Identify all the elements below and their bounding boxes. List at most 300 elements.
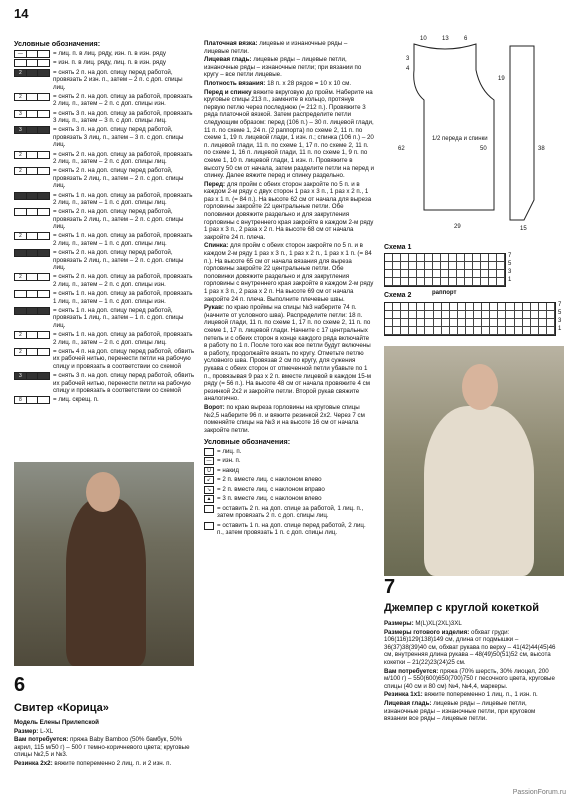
scheme-cell <box>434 319 442 327</box>
scheme-cell <box>523 319 531 327</box>
legend-item <box>14 151 196 166</box>
model6-needed-label: Вам потребуется: <box>14 736 69 744</box>
paragraph-body: 18 п. х 28 рядов = 10 х 10 см. <box>267 79 352 87</box>
scheme-cell <box>442 327 450 335</box>
legend2-item <box>204 457 374 465</box>
legend-item <box>14 208 196 231</box>
legend-item <box>14 126 196 149</box>
scheme-cell <box>442 319 450 327</box>
model7-info <box>384 620 560 724</box>
paragraph-body: для пройм с обеих сторон закройте по 5 п. и в каждом 2-м ряду с двух сторон 1 раз х 3 п., 1 раз х 2 п., 1 раз х 1 п. (= 84 п.). На высоте 62 см от начала для выреза горловины закройте 22 центральные петли. Обе половинки довяжите раздельно и для закругления горловины с внутреннего края закройте в каждом 2-м ряду 1 раз х 3 п., 2 раза х 2 п. На высоте 68 см от начала закройте 24 п. плеча. <box>204 180 374 241</box>
dim-62: 62 <box>398 146 405 152</box>
legend-item <box>14 232 196 247</box>
scheme-cell <box>457 270 465 278</box>
scheme-cell <box>401 278 409 286</box>
legend-symbol-icon <box>14 208 50 216</box>
scheme-cell <box>450 319 458 327</box>
legend-symbol-icon <box>14 307 50 315</box>
model7-needed: пряжа (70% шерсть, 30% лиоцел, 200 м/100 г) – 550(600)650(700)750 г песочного цвета, круговые спицы (40 см и 80 см) №4, №4,4, маркеры. <box>384 667 555 690</box>
scheme-cell <box>457 278 465 286</box>
scheme-cell <box>425 303 433 311</box>
scheme-cell <box>458 311 466 319</box>
scheme-cell <box>474 327 482 335</box>
paragraph-heading: Платочная вязка: <box>204 40 258 47</box>
scheme2-grid <box>384 302 556 336</box>
scheme-cell <box>498 327 506 335</box>
scheme-cell <box>497 278 505 286</box>
row-number: 5 <box>558 310 562 316</box>
paragraph-heading: Ворот: <box>204 403 225 411</box>
scheme-cell <box>409 319 417 327</box>
scheme-cell <box>401 270 409 278</box>
scheme-cell <box>393 311 401 319</box>
scheme-cell <box>474 303 482 311</box>
legend-text: = снять 2 п. на доп. спицу перед работой, провязать 2 лиц. п., затем – 2 п. с доп. спицы лиц. <box>53 249 184 272</box>
dim-19: 19 <box>498 76 505 82</box>
legend2-title: Условные обозначения: <box>204 437 291 447</box>
scheme-cell <box>409 254 417 262</box>
scheme-cell <box>385 311 393 319</box>
scheme2-row-numbers <box>558 301 561 333</box>
scheme-cell <box>425 319 433 327</box>
legend-title: Условные обозначения: <box>14 39 101 48</box>
dim-29: 29 <box>454 224 461 230</box>
scheme-cell <box>449 254 457 262</box>
scheme-cell <box>547 327 555 335</box>
scheme-cell <box>417 303 425 311</box>
instruction-paragraph <box>204 181 374 242</box>
model6-rib: вяжите попеременно 2 лиц. п. и 2 изн. п. <box>54 759 172 767</box>
paragraph-heading: Спинка: <box>204 242 229 250</box>
scheme-cell <box>417 254 425 262</box>
rapport-label: раппорт <box>432 290 457 296</box>
legend-symbol-icon: 2 <box>14 273 50 281</box>
scheme-cell <box>433 262 441 270</box>
legend-text: = снять 4 п. на доп. спицу перед работой, обвить их рабочей нитью, перенести петли на рабочую спицу и провязать в соответствии со схемой <box>53 347 195 370</box>
scheme-cell <box>433 278 441 286</box>
scheme-cell <box>409 278 417 286</box>
scheme-cell <box>482 303 490 311</box>
model6-size-label: Размер: <box>14 727 39 735</box>
legend-text: = лиц. скрещ. п. <box>53 396 99 404</box>
dim-6: 6 <box>464 36 468 42</box>
legend-list <box>14 50 196 405</box>
legend2-text: = 2 п. вместе лиц. с наклоном вправо <box>217 485 325 493</box>
legend-text: = изн. п. в лиц. ряду, лиц. п. в изн. ряду <box>53 59 166 67</box>
legend-text: = снять 1 п. на доп. спицу за работой, провязать 2 лиц. п., затем – 2 п. с доп. спицы лиц. <box>53 331 193 346</box>
legend-symbol-icon: 3 <box>14 126 50 134</box>
scheme-cell <box>409 270 417 278</box>
scheme-cell <box>393 303 401 311</box>
instruction-paragraph <box>204 40 374 55</box>
legend-text: = снять 2 п. на доп. спицу за работой, провязать 2 лиц. п., затем – 2 п. с доп. спицы лиц. <box>53 150 193 166</box>
legend-item <box>14 50 196 58</box>
paragraph-heading: Лицевая гладь: <box>204 56 252 64</box>
model6-info <box>14 719 196 769</box>
model7-sizes: M(L)XL(2XL)3XL <box>415 620 462 627</box>
model7-stockinette: лицевые ряды – лицевые петли, изнаночные ряды – изнаночные петли, при круговом вязании все ряды – лицевые петли. <box>384 699 536 723</box>
legend-item <box>14 167 196 190</box>
scheme-cell <box>481 262 489 270</box>
scheme-cell <box>425 327 433 335</box>
legend2-text: = 3 п. вместе лиц. с наклоном влево <box>217 495 322 503</box>
scheme-cell <box>490 311 498 319</box>
scheme-cell <box>425 270 433 278</box>
scheme-cell <box>393 327 401 335</box>
instruction-paragraph <box>204 89 374 180</box>
model7-sizes-label: Размеры: <box>384 620 414 627</box>
row-number: 3 <box>558 318 562 324</box>
scheme-cell <box>515 311 523 319</box>
legend-symbol-icon <box>14 249 50 257</box>
legend2-item <box>204 448 374 456</box>
scheme-cell <box>482 327 490 335</box>
scheme-cell <box>473 254 481 262</box>
row-number: 1 <box>558 326 562 332</box>
scheme-cell <box>490 303 498 311</box>
scheme-cell <box>393 254 401 262</box>
scheme1-block <box>384 244 560 252</box>
scheme-cell <box>409 262 417 270</box>
model6-needed: пряжа Baby Bamboo (50% бамбук, 50% акрил, 115 м/50 г) – 500 г темно-коричневого цвета; круговые спицы №2,5 и №3. <box>14 736 190 759</box>
scheme-cell <box>441 278 449 286</box>
scheme-cell <box>473 262 481 270</box>
legend-symbol-icon: 3 <box>14 372 50 380</box>
legend-symbol-icon: 2 <box>14 232 50 240</box>
scheme-cell <box>385 254 393 262</box>
scheme-cell <box>489 254 497 262</box>
scheme-cell <box>458 319 466 327</box>
scheme-cell <box>506 319 514 327</box>
scheme-cell <box>401 327 409 335</box>
scheme-cell <box>497 262 505 270</box>
row-number: 3 <box>508 269 512 275</box>
scheme2-block <box>384 292 411 300</box>
row-number: 5 <box>508 261 512 267</box>
scheme-cell <box>465 270 473 278</box>
scheme-cell <box>409 311 417 319</box>
scheme-cell <box>498 311 506 319</box>
scheme-cell <box>506 327 514 335</box>
page-number: 14 <box>14 6 29 21</box>
scheme-cell <box>547 303 555 311</box>
legend-item <box>14 192 196 207</box>
model6-title: Свитер «Корица» <box>14 702 109 714</box>
scheme-cell <box>393 262 401 270</box>
scheme-cell <box>466 311 474 319</box>
model7-rib: вяжите попеременно 1 лиц. п., 1 изн. п. <box>424 691 538 699</box>
scheme-cell <box>393 270 401 278</box>
scheme-cell <box>442 311 450 319</box>
model6-author: Модель Елены Прилепской <box>14 719 99 726</box>
scheme-cell <box>539 327 547 335</box>
scheme-cell <box>409 303 417 311</box>
legend-item <box>14 273 196 288</box>
watermark: PassionForum.ru <box>512 789 566 796</box>
model7-title: Джемпер с круглой кокеткой <box>384 602 539 614</box>
scheme-cell <box>531 319 539 327</box>
scheme-cell <box>401 262 409 270</box>
body-label: 1/2 переда и спинки <box>432 136 488 142</box>
scheme-cell <box>515 303 523 311</box>
legend-text: = снять 2 п. на доп. спицу перед работой, провязать 2 изн. п., затем – 2 п. с доп. спицы лиц. <box>53 68 183 91</box>
scheme-cell <box>473 278 481 286</box>
scheme-cell <box>417 262 425 270</box>
scheme1-title: Схема 1 <box>384 244 412 251</box>
scheme-cell <box>531 303 539 311</box>
scheme-cell <box>450 327 458 335</box>
legend2-text: = лиц. п. <box>217 447 242 455</box>
scheme-cell <box>489 262 497 270</box>
scheme-cell <box>498 303 506 311</box>
legend-left <box>14 40 196 406</box>
legend2-item <box>204 467 374 475</box>
model7-needed-label: Вам потребуется: <box>384 667 439 675</box>
scheme-cell <box>497 270 505 278</box>
legend-text: = снять 3 п. на доп. спицу за работой, провязать 3 лиц. п., затем – 3 п. с доп. спицы лиц. <box>53 109 193 125</box>
scheme-cell <box>523 327 531 335</box>
legend-text: = снять 2 п. на доп. спицу за работой, провязать 2 лиц. п., затем – 2 п. с доп. спицы изн. <box>53 273 193 289</box>
scheme-cell <box>466 319 474 327</box>
legend-item <box>14 307 196 330</box>
dim-15: 15 <box>520 226 527 232</box>
scheme-cell <box>506 303 514 311</box>
legend-text: = лиц. п. в лиц. ряду, изн. п. в изн. ряду <box>53 49 166 57</box>
scheme-cell <box>450 311 458 319</box>
model7-stockinette-label: Лицевая гладь: <box>384 699 432 707</box>
legend-text: = снять 1 п. на доп. спицу перед работой, провязать 1 лиц. п., затем – 1 п. с доп. спицы лиц. <box>53 306 184 329</box>
scheme-cell <box>401 303 409 311</box>
model7-ready: обхват груди: 106(116)129(138)149 см, длина от подмышки – 36(37)38(39)40 см, обхват рукава по верху – 41(42)44(45)46 см, внутренняя длина рукава – 48(49)50(51)52 см, высота кокетки – 21(22)23(24)25 см. <box>384 628 556 666</box>
legend2-text: = накид <box>217 466 239 474</box>
legend2-symbol-icon <box>204 522 214 530</box>
row-number: 7 <box>558 302 562 308</box>
scheme-cell <box>523 303 531 311</box>
scheme-cell <box>515 319 523 327</box>
scheme-cell <box>385 262 393 270</box>
scheme-cell <box>539 311 547 319</box>
scheme-cell <box>433 270 441 278</box>
dim-3: 3 <box>406 56 410 62</box>
legend-item <box>14 59 196 67</box>
scheme2-title: Схема 2 <box>384 292 412 299</box>
scheme1-grid <box>384 253 506 287</box>
scheme1-row-numbers <box>508 252 511 284</box>
scheme-cell <box>474 311 482 319</box>
scheme-cell <box>449 262 457 270</box>
scheme-cell <box>482 319 490 327</box>
paragraph-heading: Перед и спинку <box>204 88 252 96</box>
scheme-cell <box>401 311 409 319</box>
body-outline <box>414 44 494 210</box>
scheme-cell <box>417 311 425 319</box>
scheme-cell <box>489 278 497 286</box>
scheme-cell <box>417 327 425 335</box>
scheme-cell <box>385 327 393 335</box>
scheme-cell <box>393 278 401 286</box>
legend-symbol-icon: 2 <box>14 348 50 356</box>
scheme-cell <box>434 311 442 319</box>
scheme-cell <box>393 319 401 327</box>
scheme-cell <box>457 262 465 270</box>
instruction-paragraph <box>204 304 374 403</box>
scheme-cell <box>385 270 393 278</box>
paragraph-body: вяжите вкруговую до пройм. Наберите на круговые спицы 213 п., замкните в кольцо, протянув первую петлю через последнюю (= 212 п.). Провяжите 3 ряда платочной вязкой. Затем распределите петли следующим образом: перед (106 п.) – 30 п. лицевой глади, 11 п. по схеме 1, 24 п. (2 раппорта) по схеме 2, 11 п. по схеме 1, 19 п. лицевой глади, 1 изн. п.; спинка (106 п.) – 20 п. лицевой глади, 11 п. по схеме 1, 17 п. по схеме 2, 11 п. по схеме 1, 16 п. лицевой глади, 11 п. по схеме 1, 9 п. по схеме 1, 10 п. лицевой глади, 1 изн. п. Провяжите в высоту 50 см от начала, затем разделите петли на перед и спинку. Далее вяжите перед и спинку раздельно. <box>204 88 374 180</box>
scheme-cell <box>425 262 433 270</box>
legend-text: = снять 1 п. на доп. спицу за работой, провязать 1 лиц. п., затем – 1 п. с доп. спицы изн. <box>53 290 193 305</box>
legend2-item <box>204 486 374 494</box>
dim-13: 13 <box>442 36 449 42</box>
legend-symbol-icon: 2 <box>14 69 50 77</box>
legend-text: = снять 1 п. на доп. спицу за работой, провязать 2 лиц. п., затем – 1 п. с доп. спицы лиц. <box>53 191 193 207</box>
paragraph-body: лицевые и изнаночные ряды – лицевые петли. <box>204 40 348 55</box>
legend2-symbol-icon: U <box>204 467 214 475</box>
scheme-cell <box>481 254 489 262</box>
scheme-cell <box>425 254 433 262</box>
legend-item <box>14 348 196 371</box>
scheme-cell <box>385 303 393 311</box>
legend-text: = снять 2 п. на доп. спицу перед работой, провязать 2 лиц. п., затем – 2 п. с доп. спицы лиц. <box>53 167 184 190</box>
legend2-item <box>204 505 374 520</box>
scheme-cell <box>490 327 498 335</box>
scheme-cell <box>409 327 417 335</box>
legend-symbol-icon: 8 <box>14 396 50 404</box>
scheme-cell <box>450 303 458 311</box>
scheme-cell <box>473 270 481 278</box>
scheme-cell <box>465 254 473 262</box>
model7-ready-label: Размеры готового изделия: <box>384 628 470 636</box>
legend-item <box>14 331 196 346</box>
legend2-text: = оставить 2 п. на доп. спице за работой, 1 лиц. п., затем провязать 2 п. с доп. спицы лиц. <box>217 504 364 520</box>
legend2-item <box>204 522 374 537</box>
scheme-cell <box>434 327 442 335</box>
scheme-cell <box>531 311 539 319</box>
sleeve-outline <box>510 46 534 220</box>
instructions-column <box>204 40 374 538</box>
scheme-cell <box>458 303 466 311</box>
instruction-paragraph <box>204 242 374 303</box>
legend-symbol-icon <box>14 59 50 67</box>
model6-head <box>86 472 120 512</box>
model7-photo <box>384 346 564 576</box>
scheme-cell <box>466 327 474 335</box>
legend-symbol-icon <box>14 290 50 298</box>
scheme-cell <box>539 303 547 311</box>
scheme-cell <box>442 303 450 311</box>
scheme-cell <box>417 278 425 286</box>
dim-4: 4 <box>406 66 410 72</box>
scheme-cell <box>425 311 433 319</box>
scheme-cell <box>506 311 514 319</box>
model6-number: 6 <box>14 674 26 696</box>
scheme-cell <box>481 270 489 278</box>
legend-symbol-icon: — <box>14 50 50 58</box>
model7-head <box>462 364 498 410</box>
scheme-cell <box>385 278 393 286</box>
legend-item <box>14 110 196 125</box>
model6-size: L-XL <box>40 727 54 735</box>
legend-item <box>14 93 196 108</box>
scheme-cell <box>458 327 466 335</box>
paragraph-heading: Перед: <box>204 180 226 188</box>
scheme-cell <box>385 319 393 327</box>
paragraph-body: по краю выреза горловины на круговые спицы №2,5 наберите 96 п. и вяжите резинкой 2х2. Через 7 см поменяйте спицы на №3 и на высоте 16 см от начала закройте петли. <box>204 403 365 434</box>
legend-text: = снять 2 п. на доп. спицу перед работой, провязать 2 лиц. п., затем – 2 п. с доп. спицы лиц. <box>53 208 184 231</box>
scheme-cell <box>497 254 505 262</box>
model6-figure <box>66 498 146 666</box>
model6-rib-label: Резинка 2х2: <box>14 759 53 767</box>
legend-symbol-icon: 2 <box>14 93 50 101</box>
legend-symbol-icon: 2 <box>14 167 50 175</box>
scheme-cell <box>474 319 482 327</box>
legend2-item <box>204 495 374 503</box>
scheme-cell <box>441 254 449 262</box>
scheme-cell <box>481 278 489 286</box>
scheme-cell <box>401 254 409 262</box>
paragraph-body: по краю проймы на спицы №3 наберите 74 п. (начните от условного шва). Распределите петли: 18 п. лицевой глади, 11 п. по схеме 1, 17 п. по схеме 2, 11 п. по схеме 1, 17 п. лицевой глади. Начните с 17 центральных петель и с обеих сторон в конце каждого ряда включайте в работу по 1 п. После того как все петли будут включены в работу, продолжайте вязать по кругу. Отметьте петлю условного шва. Провязав 2 см по кругу, для сужения рукава с обеих сторон от отмеченной петли убавьте по 1 п., провязывая 9 раз х 2 п. вместе лицевой в каждом 15-м ряду (= 56 п.). На высоте 48 см от начала провяжите 4 см резинкой 2х2 и закройте петли. Второй рукав свяжите аналогично. <box>204 304 372 403</box>
legend-symbol-icon: 2 <box>14 151 50 159</box>
scheme-cell <box>425 278 433 286</box>
dim-38: 38 <box>538 146 545 152</box>
row-number: 1 <box>508 277 512 283</box>
scheme-cell <box>441 270 449 278</box>
scheme-cell <box>466 303 474 311</box>
legend2-list <box>204 448 374 537</box>
scheme-cell <box>433 254 441 262</box>
legend2-text: = изн. п. <box>217 457 241 465</box>
instruction-paragraph <box>204 80 374 88</box>
legend2-item <box>204 476 374 484</box>
paragraph-body: лицевые ряды – лицевые петли, изнаночные ряды – изнаночные петли; при вязании по кругу – все петли лицевые. <box>204 56 362 79</box>
scheme-cell <box>449 270 457 278</box>
legend-text: = снять 1 п. на доп. спицу за работой, провязать 2 лиц. п., затем – 1 п. с доп. спицы лиц. <box>53 232 193 248</box>
legend2-text: = 2 п. вместе лиц. с наклоном влево <box>217 476 322 484</box>
legend2-symbol-icon <box>204 448 214 456</box>
instruction-paragraph <box>204 56 374 79</box>
scheme-cell <box>401 319 409 327</box>
legend2-symbol-icon: ↙ <box>204 476 214 484</box>
scheme-cell <box>465 278 473 286</box>
legend-symbol-icon <box>14 192 50 200</box>
scheme-cell <box>531 327 539 335</box>
legend2-symbol-icon <box>204 505 214 513</box>
legend-symbol-icon: 2 <box>14 331 50 339</box>
scheme-cell <box>489 270 497 278</box>
scheme-cell <box>523 311 531 319</box>
legend-text: = снять 3 п. на доп. спицу перед работой, обвить их рабочей нитью, перенести петли на рабочую спицу и провязать в соответствии со схемой <box>53 372 195 395</box>
legend-symbol-icon: 3 <box>14 110 50 118</box>
scheme-cell <box>449 278 457 286</box>
legend-item <box>14 290 196 305</box>
model7-number: 7 <box>384 576 396 598</box>
scheme-cell <box>417 319 425 327</box>
scheme-cell <box>547 311 555 319</box>
scheme-cell <box>490 319 498 327</box>
pattern-diagram <box>384 30 560 246</box>
scheme-cell <box>482 311 490 319</box>
paragraph-body: для пройм с обеих сторон закройте по 5 п. и в каждом 2-м ряду 1 раз х 3 п., 1 раз х 2 п., 1 раз х 1 п. (= 84 п.). На высоте 65 см от начала вязания для выреза горловины закройте 22 центральные петли. Обе половинки довяжите раздельно и для закругления горловины с внутреннего края закройте в каждом 2-м ряду 1 раз х 3 п., 2 раза х 2 п. На высоте 69 см от начала закройте 24 п. плеча. Выполните плечевые швы. <box>204 242 374 303</box>
paragraph-heading: Плотность вязания: <box>204 79 266 87</box>
instruction-paragraph <box>204 404 374 434</box>
row-number: 7 <box>508 253 512 259</box>
legend-item <box>14 396 196 404</box>
scheme-cell <box>498 319 506 327</box>
scheme-cell <box>417 270 425 278</box>
legend2-text: = оставить 1 п. на доп. спице перед работой, 2 лиц. п., затем провязать 1 п. с доп. спицы лиц. <box>217 521 366 537</box>
legend2-symbol-icon: ↘ <box>204 486 214 494</box>
paragraph-heading: Рукав: <box>204 304 224 312</box>
legend-item <box>14 249 196 272</box>
